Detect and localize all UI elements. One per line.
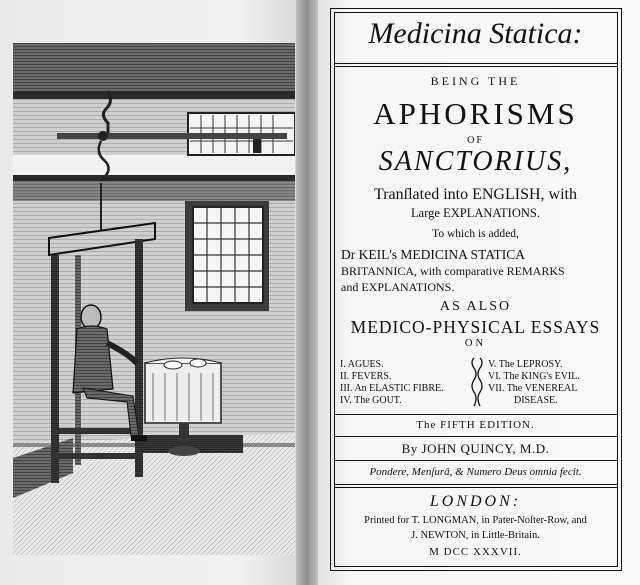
- book-title: Medicina Statica:: [368, 17, 583, 50]
- keil-line-2: BRITANNICA, with comparative REMARKS: [341, 264, 565, 278]
- translated-line: Tranſlated into ENGLISH, with: [374, 186, 577, 203]
- disease-item: DISEASE.: [514, 395, 558, 406]
- disease-item: IV. The GOUT.: [340, 395, 402, 406]
- edition-line: The FIFTH EDITION.: [416, 419, 535, 431]
- author-name-sanctorius: SANCTORIUS,: [378, 146, 573, 177]
- printer-line-1: Printed for T. LONGMAN, in Pater-Noſter-Row, and: [364, 515, 587, 526]
- edition-rule-bottom: [334, 436, 617, 437]
- which-is-added-line: To which is added,: [432, 228, 519, 240]
- explanations-line: Large EXPLANATIONS.: [411, 206, 540, 220]
- aphorisms-heading: APHORISMS: [373, 96, 578, 131]
- publication-year: M DCC XXXVII.: [429, 546, 522, 558]
- engraving-illustration: [13, 43, 295, 555]
- motto-rule-top: [334, 460, 617, 461]
- imprint-rule: [334, 484, 617, 488]
- disease-item: I. AGUES.: [340, 359, 384, 370]
- keil-line-1: Dr KEIL's MEDICINA STATICA: [341, 247, 525, 262]
- printer-line-2: J. NEWTON, in Little-Britain.: [411, 530, 540, 541]
- disease-item: VI. The KING's EVIL.: [488, 371, 580, 382]
- disease-item: V. The LEPROSY.: [488, 359, 563, 370]
- book-gutter: [296, 0, 318, 585]
- frontispiece-engraving: [13, 43, 295, 555]
- disease-item: III. An ELASTIC FIBRE.: [340, 383, 444, 394]
- translator-author: By JOHN QUINCY, M.D.: [401, 441, 550, 456]
- being-the-line: BEING THE: [430, 74, 521, 88]
- keil-line-3: and EXPLANATIONS.: [341, 280, 455, 294]
- of-line: OF: [467, 135, 484, 146]
- imprint-city: LONDON:: [429, 493, 522, 510]
- brace-divider-icon: [468, 356, 486, 408]
- edition-rule-top: [334, 414, 617, 415]
- on-line: ON: [464, 338, 487, 349]
- disease-item: II. FEVERS.: [340, 371, 392, 382]
- title-rule: [334, 63, 617, 67]
- essays-heading: MEDICO-PHYSICAL ESSAYS: [350, 317, 601, 337]
- latin-motto: Pondere, Menſurâ, & Numero Deus omnia fecit.: [369, 466, 582, 478]
- disease-item: VII. The VENEREAL: [488, 383, 578, 394]
- as-also-line: AS ALSO: [439, 299, 512, 314]
